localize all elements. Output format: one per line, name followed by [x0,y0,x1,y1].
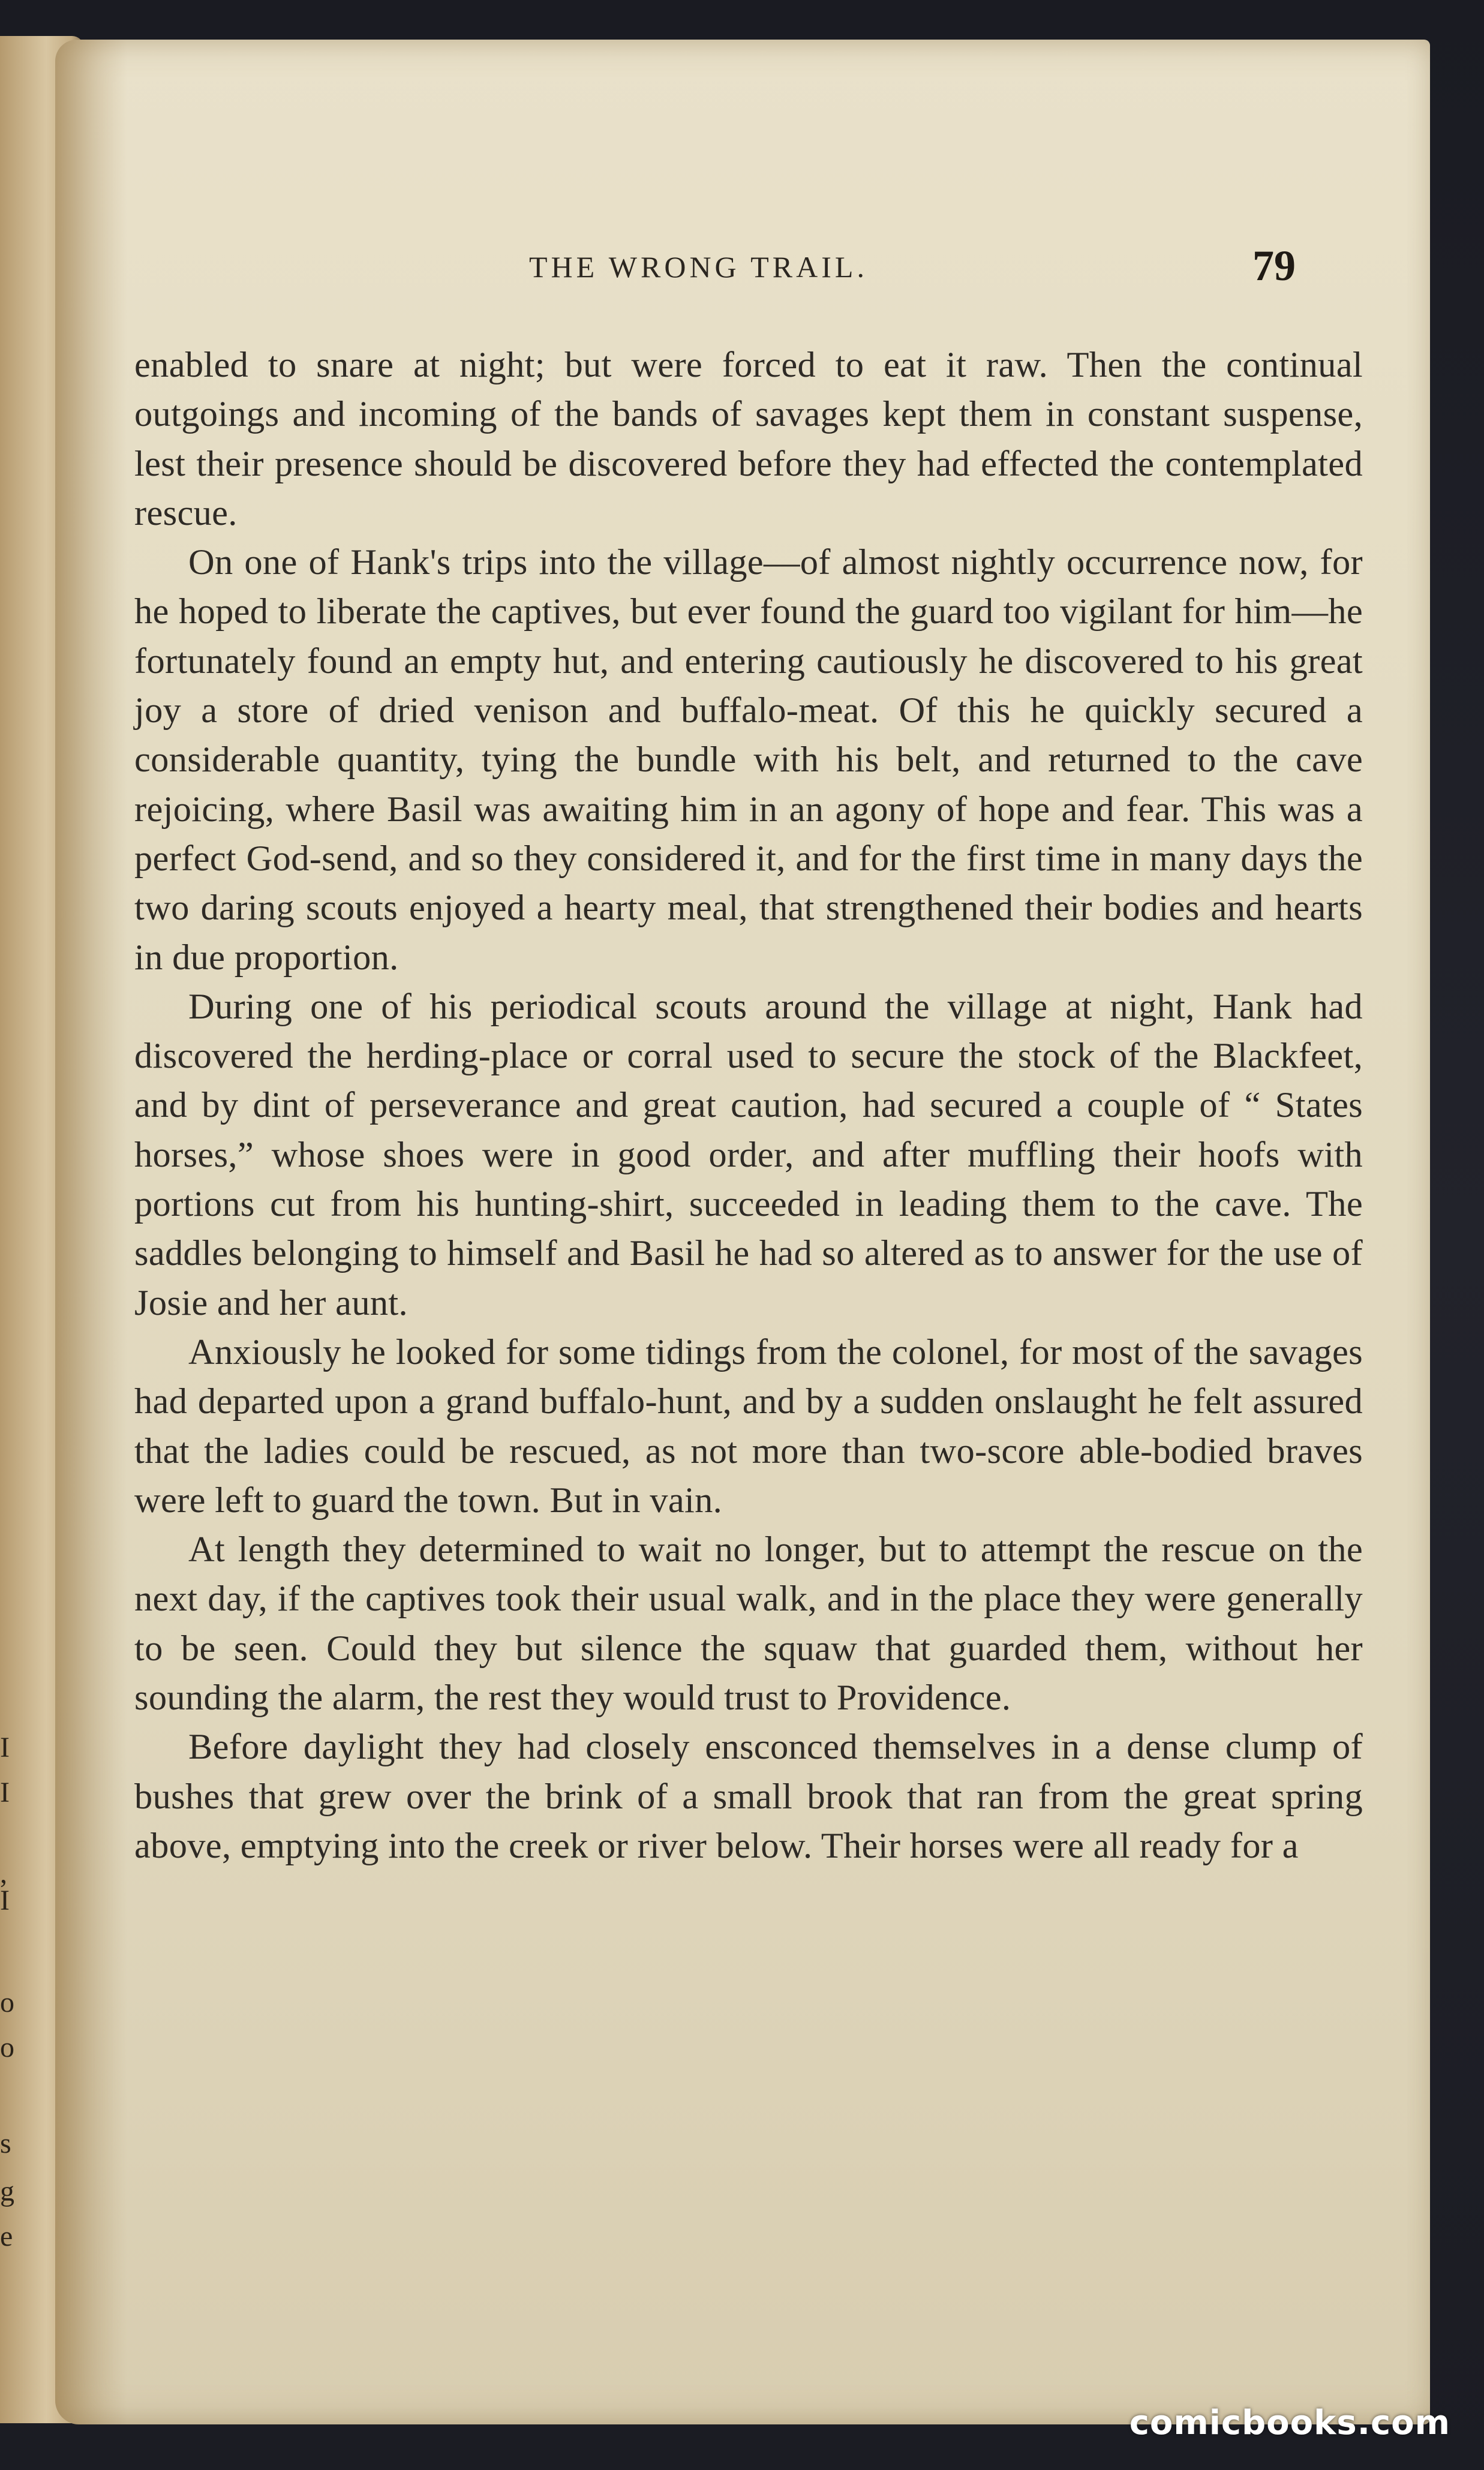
book-page [55,40,1430,2424]
left-fragment: I [0,1885,10,1916]
running-head [55,242,1430,298]
paragraph: enabled to snare at night; but were forced to eat it raw. Then the continual outgoings and incoming of the bands of savages kept them in constant suspense, lest their presence should be discovered before they had effected the contemplated rescue. [134,345,1363,533]
paragraph: On one of Hank's trips into the village—of almost nightly occurrence now, for he hoped to liberate the captives, but ever found the guard too vigilant for him—he fortunately found an empty hut, and entering cautiously he discovered to his great joy a store of dried venison and buffalo-meat. Of this he quickly secured a considerable quantity, tying the bundle with his belt, and returned to the cave rejoicing, where Basil was awaiting him in an agony of hope and fear. This was a perfect God-send, and so they considered it, and for the first time in many days the two daring scouts enjoyed a hearty meal, that strengthened their bodies and hearts in due proportion. [134,542,1363,978]
left-fragment: g [0,2175,14,2207]
paragraph: During one of his periodical scouts around the village at night, Hank had discovered the herding-place or corral used to secure the stock of the Blackfeet, and by dint of perseverance and great caution, had secured a couple of “ States horses,” whose shoes were in good order, and after muffling their hoofs with portions cut from his hunting-shirt, succeeded in leading them to the cave. The saddles belonging to himself and Basil he had so altered as to answer for the use of Josie and her aunt. [134,986,1363,1323]
running-title: THE WRONG TRAIL. [529,250,868,284]
paragraph: At length they determined to wait no longer, but to attempt the rescue on the next day, if the captives took their usual walk, and in the place they were generally to be seen. Could they but silence the squaw that guarded them, without her sounding the alarm, the rest they would trust to Providence. [134,1530,1363,1718]
gutter-shadow [55,40,127,2424]
watermark: comicbooks.com [1129,2403,1450,2442]
left-fragment: o [0,2032,14,2063]
page-number: 79 [1252,242,1296,290]
left-fragment: s [0,2128,11,2159]
left-fragment: o [0,1987,14,2018]
paragraph: Before daylight they had closely ensconced themselves in a dense clump of bushes that grew over the brink of a small brook that ran from the great spring above, emptying into the creek or river below. Their horses were all ready for a [134,1727,1363,1866]
paragraph: Anxiously he looked for some tidings from the colonel, for most of the savages had departed upon a grand buffalo-hunt, and by a sudden onslaught he felt assured that the ladies could be rescued, as not more than two-score able-bodied braves were left to guard the town. But in vain. [134,1332,1363,1521]
left-fragment: I [0,1777,10,1808]
left-page-fragments [0,36,24,2423]
body-text [134,341,1363,1871]
left-fragment: , [0,1858,7,1889]
left-fragment: e [0,2220,13,2252]
left-fragment: I [0,1732,10,1763]
